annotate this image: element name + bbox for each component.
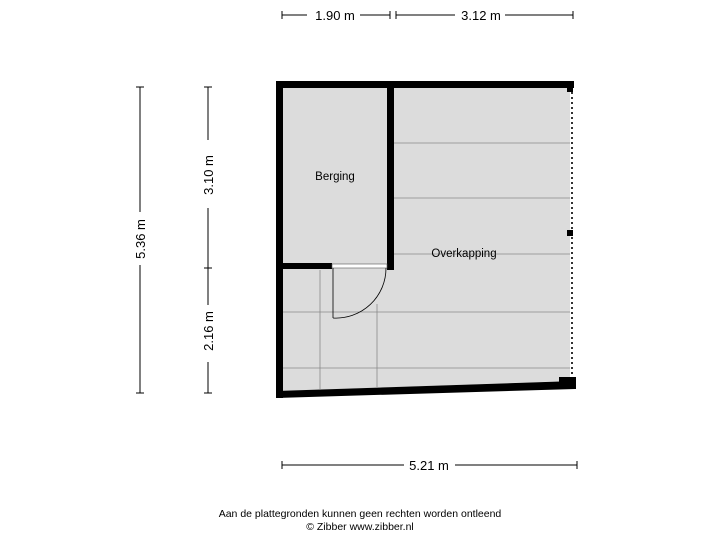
- footer-disclaimer: Aan de plattegronden kunnen geen rechten worden ontleend: [218, 508, 502, 520]
- footer-copyright: © Zibber www.zibber.nl: [306, 521, 414, 533]
- dimension-label-top-right: 3.12 m: [461, 8, 501, 23]
- dimension-label-left-total: 5.36 m: [133, 219, 148, 259]
- dimension-label-top-left: 1.90 m: [315, 8, 355, 23]
- dimension-label-left-lower: 2.16 m: [201, 311, 216, 351]
- floor-area: [282, 86, 570, 391]
- footer: [0, 508, 720, 534]
- room-label-storage: Berging: [315, 171, 355, 183]
- dimension-label-bottom: 5.21 m: [409, 458, 449, 473]
- room-label-canopy: Overkapping: [431, 248, 497, 260]
- dimension-label-left-upper: 3.10 m: [201, 155, 216, 195]
